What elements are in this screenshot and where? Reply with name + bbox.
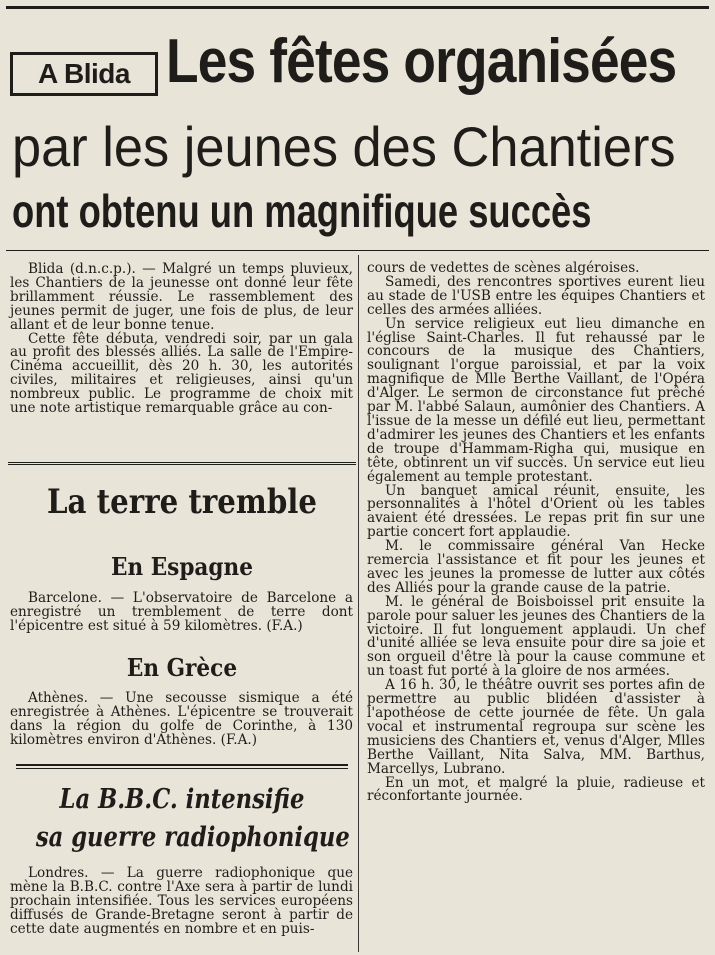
- right-paragraph-3: Un service religieux eut lieu dimanche en l'église Saint-Charles. Il fut rehaussé par le concours de la musique des Chantiers, soulignant l'orgue paroissial, et par la voix magnifique de Mlle Berthe Vaillant, de l'Opéra d'Alger. Le sermon de circonstance fut prêché par M. l'abbé Salaun, aumônier des Chantiers. A l'issue de la messe un défilé eut lieu, permettant d'admirer les jeunes des Chantiers et les enfants de troupe d'Hammam-Righa qui, musique en tête, obtinrent un vif succès. Un service eut lieu également au temple protestant.: [367, 315, 705, 485]
- right-paragraph-4: Un banquet amical réunit, ensuite, les personnalités à l'hôtel d'Orient où les tables avaient été dressées. Le repas prit fin sur une partie concert fort applaudie.: [367, 482, 705, 541]
- article-header: [0, 0, 715, 252]
- greece-text: Athènes. — Une secousse sismique a été enregistrée à Athènes. L'épicentre se trouverait dans la région du golfe de Corinthe, à 130 kilomètres environ d'Athènes. (F.A.): [10, 690, 353, 748]
- headline-line-3: ont obtenu un magnifique succès: [12, 185, 592, 237]
- right-paragraph-8: En un mot, et malgré la pluie, radieuse et réconfortante journée.: [367, 774, 705, 805]
- spain-brief: [10, 592, 353, 634]
- right-paragraph-5: M. le commissaire général Van Hecke remercia l'assistance et fit pour les jeunes et avec les jeunes la promesse de lutter aux côtés des Alliés pour la grande cause de la patrie.: [367, 538, 705, 596]
- greece-brief: [10, 692, 353, 748]
- bbc-text: Londres. — La guerre radiophonique que mène la B.B.C. contre l'Axe sera à partir de lundi prochain intensifiée. Tous les services européens diffusés de Grande-Bretagne seront à partir de cette date augmentés en nombre et en puis-: [10, 865, 353, 937]
- headline-line-2: par les jeunes des Chantiers: [12, 115, 676, 178]
- bbc-title-line-1: La B.B.C. intensifie: [59, 784, 305, 815]
- left-paragraph-1: Blida (d.n.c.p.). — Malgré un temps pluvieux, les Chantiers de la jeunesse ont donné leur fête brillamment réussie. Le rassemblement des jeunes permit de juger, une fois de plus, de leur allant et de leur bonne tenue.: [10, 261, 353, 333]
- right-paragraph-6: M. le général de Boisboissel prit ensuite la parole pour saluer les jeunes des Chantiers de la victoire. Il fut longuement applaudi. Un chef d'unité alliée se leva ensuite pour dire sa joie et son orgueil d'être là pour la cause commune et un toast fut porté à la gloire de nos armées.: [367, 593, 705, 680]
- headline-line-1: Les fêtes organisées: [166, 27, 677, 96]
- top-rule: [6, 6, 709, 9]
- column-divider: [358, 255, 359, 952]
- section-rule: [16, 764, 348, 766]
- right-column-article: [367, 262, 705, 804]
- left-paragraph-2: Cette fête débuta, vendredi soir, par un gala au profit des blessés alliés. La salle de l'Empire-Cinéma accueillit, dès 20 h. 30, les autorités civiles, militaires et religieuses, ainsi qu'un nombreux public. Le programme de choix mit une note artistique remarquable grâce au con-: [10, 330, 353, 417]
- right-paragraph-2: Samedi, des rencontres sportives eurent lieu au stade de l'USB entre les équipes Chantiers et celles des armées alliées.: [367, 273, 705, 318]
- left-column-article: [10, 263, 353, 416]
- location-kicker: A Blida: [10, 52, 158, 96]
- greece-subtitle: En Grèce: [126, 653, 238, 682]
- right-paragraph-1: cours de vedettes de scènes algéroises.: [367, 260, 640, 276]
- quake-title: La terre tremble: [46, 482, 317, 522]
- right-paragraph-7: A 16 h. 30, le théâtre ouvrit ses portes afin de permettre au public blidéen d'assister à l'apothéose de cette journée de fête. Un gala vocal et instrumental regroupa sur scène les musiciens des Chantiers et, venus d'Alger, Mlles Berthe Vaillant, Nita Salva, MM. Barthus, Marcellys, Lubrano.: [367, 677, 705, 777]
- bbc-brief: [10, 867, 353, 937]
- spain-subtitle: En Espagne: [111, 552, 253, 581]
- header-bottom-rule: [6, 250, 709, 251]
- bbc-title-line-2: sa guerre radiophonique: [35, 822, 350, 853]
- spain-text: Barcelone. — L'observatoire de Barcelone a enregistré un tremblement de terre dont l'épicentre est situé à 59 kilomètres. (F.A.): [10, 590, 353, 634]
- section-rule-thin: [16, 768, 348, 769]
